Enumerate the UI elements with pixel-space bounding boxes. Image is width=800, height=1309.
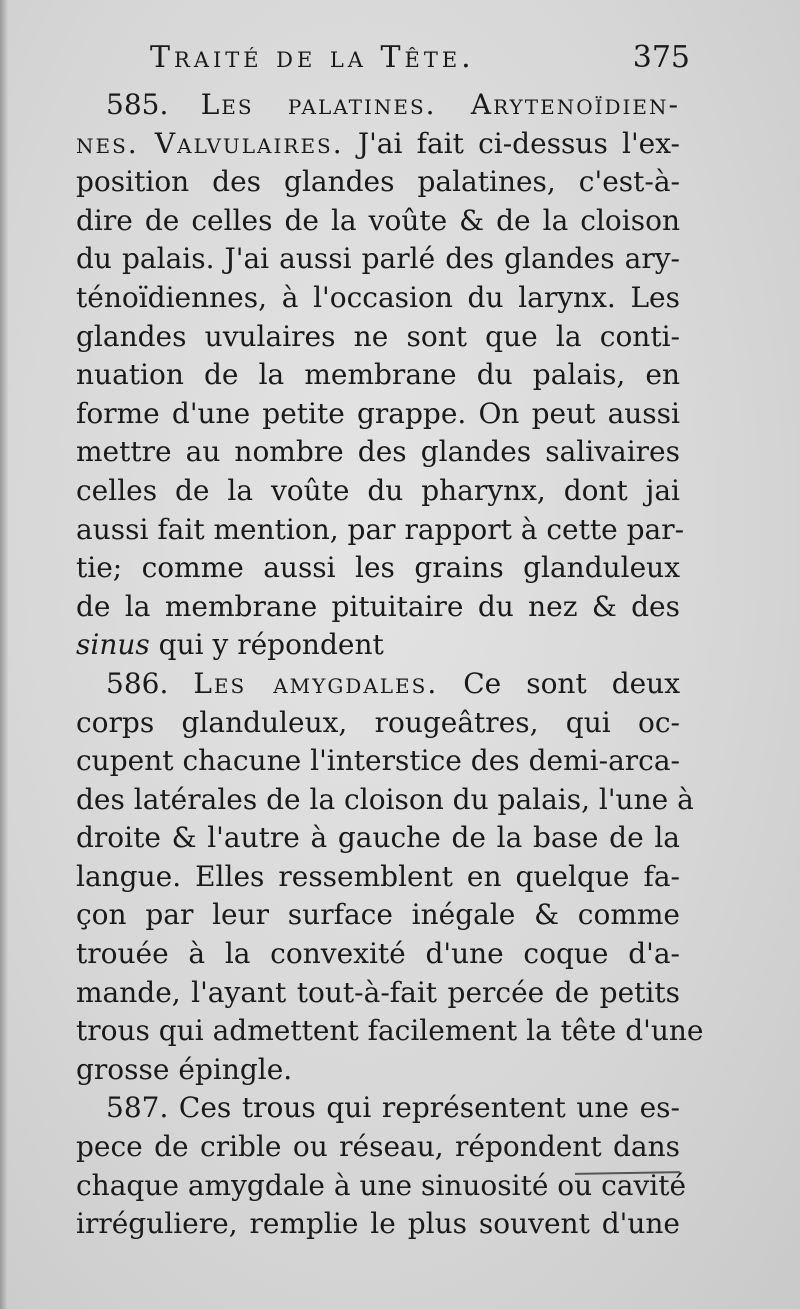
- text-run: langue. Elles ressemblent en quelque fa-: [76, 859, 680, 893]
- text-line: [76, 896, 680, 935]
- text-run: J'ai fait ci-dessus l'ex-: [343, 126, 680, 160]
- text-run: qui y répondent: [149, 628, 384, 662]
- text-run: mettre au nombre des glandes salivaires: [76, 435, 680, 469]
- text-run: trouée à la convexité d'une coque d'a-: [76, 937, 680, 971]
- text-run: ténoïdiennes, à l'occasion du larynx. Les: [76, 280, 680, 314]
- text-run: çon par leur surface inégale & comme: [76, 898, 680, 932]
- text-line: [76, 511, 685, 550]
- text-run: sinus: [76, 628, 150, 662]
- text-line: [76, 202, 680, 241]
- text-line: [76, 858, 680, 897]
- text-line: [76, 1128, 680, 1167]
- text-line: [76, 819, 680, 858]
- text-run: mande, l'ayant tout-à-fait percée de petits: [76, 975, 680, 1009]
- text-line: [76, 1051, 680, 1090]
- text-line: [76, 86, 680, 125]
- text-run: aussi fait mention, par rapport à cette par-: [76, 512, 685, 546]
- running-title: Traité de la Tête.: [150, 40, 475, 75]
- text-run: Les palatines. Arytenoïdien-: [200, 88, 680, 121]
- text-line: [76, 742, 680, 781]
- text-run: forme d'une petite grappe. On peut aussi: [76, 396, 680, 430]
- page-binding-edge: [0, 0, 8, 1309]
- page-header: [150, 40, 690, 86]
- page-number: 375: [632, 40, 690, 75]
- text-run: glandes uvulaires ne sont que la conti-: [76, 319, 680, 353]
- text-run: corps glanduleux, rougeâtres, qui oc-: [76, 705, 680, 739]
- text-line: [76, 356, 680, 395]
- text-line: [76, 1205, 680, 1244]
- text-run: des latérales de la cloison du palais, l'une à: [76, 782, 694, 816]
- text-line: [76, 935, 680, 974]
- text-line: [76, 626, 680, 665]
- text-line: [76, 472, 680, 511]
- text-line: [76, 279, 680, 318]
- text-line: [76, 395, 680, 434]
- text-run: dire de celles de la voûte & de la cloison: [76, 203, 680, 237]
- text-run: de la membrane pituitaire du nez & des: [76, 589, 680, 623]
- text-line: [76, 433, 680, 472]
- text-line: [76, 549, 680, 588]
- text-line: [76, 665, 680, 704]
- text-run: irréguliere, remplie le plus souvent d'une: [76, 1207, 680, 1241]
- text-run: Ce sont deux: [438, 666, 681, 700]
- text-line: [76, 163, 680, 202]
- text-run: nuation de la membrane du palais, en: [76, 358, 680, 392]
- text-run: 587. Ces trous qui représentent une es-: [106, 1091, 680, 1125]
- text-run: tie; comme aussi les grains glanduleux: [76, 551, 680, 585]
- text-run: Les amygdales.: [193, 666, 439, 700]
- text-line: [76, 588, 680, 627]
- text-run: position des glandes palatines, c'est-à-: [76, 165, 680, 199]
- text-run: pece de crible ou réseau, répondent dans: [76, 1130, 680, 1164]
- text-run: 585.: [106, 88, 201, 121]
- text-run: droite & l'autre à gauche de la base de la: [76, 821, 680, 855]
- text-line: [76, 781, 694, 820]
- text-line: [76, 704, 680, 743]
- text-run: nes. Valvulaires.: [76, 126, 344, 160]
- text-run: cupent chacune l'interstice des demi-arca-: [76, 744, 680, 778]
- text-run: grosse épingle.: [76, 1052, 293, 1086]
- text-run: chaque amygdale à une sinuosité ou cavité: [76, 1168, 687, 1202]
- text-run: 586.: [106, 666, 194, 700]
- text-line: [76, 240, 680, 279]
- body-text: [76, 86, 704, 1244]
- text-line: [76, 125, 680, 164]
- text-line: [76, 318, 680, 357]
- text-run: celles de la voûte du pharynx, dont jai: [76, 473, 680, 507]
- text-line: [76, 1012, 704, 1051]
- text-line: [76, 974, 680, 1013]
- text-line: [76, 1089, 680, 1128]
- text-run: trous qui admettent facilement la tête d'une: [76, 1014, 704, 1048]
- text-run: du palais. J'ai aussi parlé des glandes ary-: [76, 242, 680, 276]
